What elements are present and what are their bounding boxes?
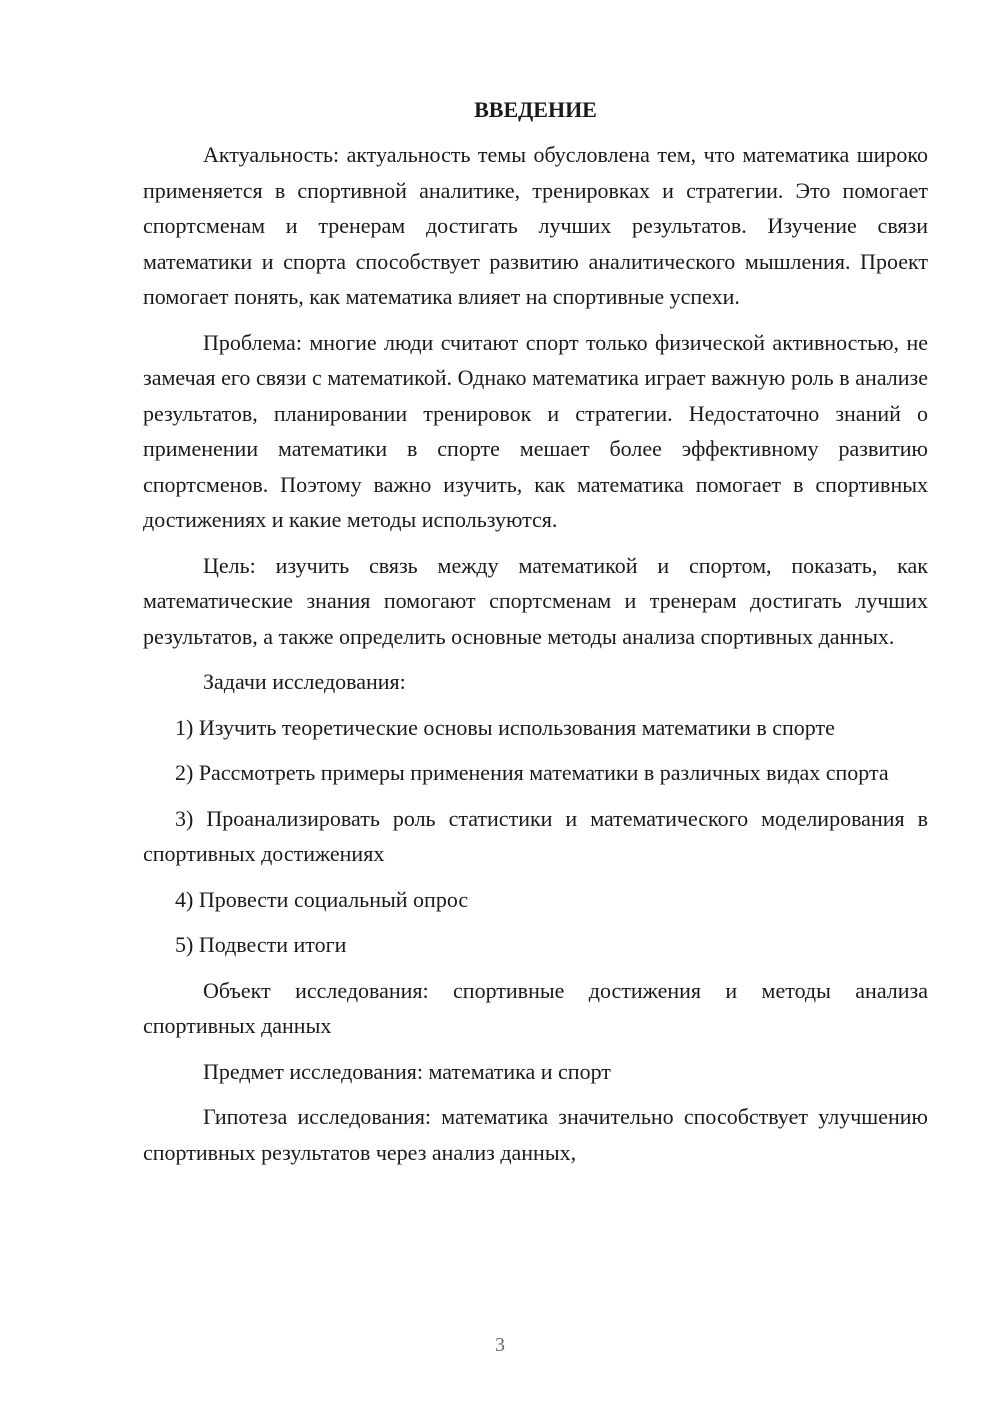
task-item: 5) Подвести итоги xyxy=(175,932,347,957)
paragraph-relevance: Актуальность: актуальность темы обусловлена тем, что математика широко применяется в спортивной аналитике, тренировках и стратегии. Это помогает спортсменам и тренерам достигать лучших результатов. Изучение связи математики и спорта способствует развитию аналитического мышления. Проект помогает понять, как математика влияет на спортивные успехи. xyxy=(143,142,928,309)
paragraph-tasks-intro: Задачи исследования: xyxy=(203,669,406,694)
paragraph-hypothesis: Гипотеза исследования: математика значительно способствует улучшению спортивных результатов через анализ данных, xyxy=(143,1104,928,1165)
paragraph-subject: Предмет исследования: математика и спорт xyxy=(203,1058,611,1084)
paragraph-goal: Цель: изучить связь между математикой и спортом, показать, как математические знания помогают спортсменам и тренерам достигать лучших результатов, а также определить основные методы анализа спортивных данных. xyxy=(143,552,928,649)
task-item: 2) Рассмотреть примеры применения математики в различных видах спорта xyxy=(175,760,889,785)
paragraph-problem: Проблема: многие люди считают спорт только физической активностью, не замечая его связи с математикой. Однако математика играет важную роль в анализе результатов, планировании тренировок и стратегии. Недостаточно знаний о применении математики в спорте мешает более эффективному развитию спортсменов. Поэтому важно изучить, как математика помогает в спортивных достижениях и какие методы используются. xyxy=(143,329,928,532)
task-item: 4) Провести социальный опрос xyxy=(175,886,469,912)
page-number: 3 xyxy=(495,1334,505,1356)
page-content xyxy=(143,95,928,1180)
paragraph-object: Объект исследования: спортивные достижения и методы анализа спортивных данных xyxy=(143,977,928,1038)
task-item: 1) Изучить теоретические основы использования математики в спорте xyxy=(175,714,835,740)
section-heading: ВВЕДЕНИЕ xyxy=(474,97,597,122)
task-item: 3) Проанализировать роль статистики и математического моделирования в спортивных достижениях xyxy=(143,805,928,866)
